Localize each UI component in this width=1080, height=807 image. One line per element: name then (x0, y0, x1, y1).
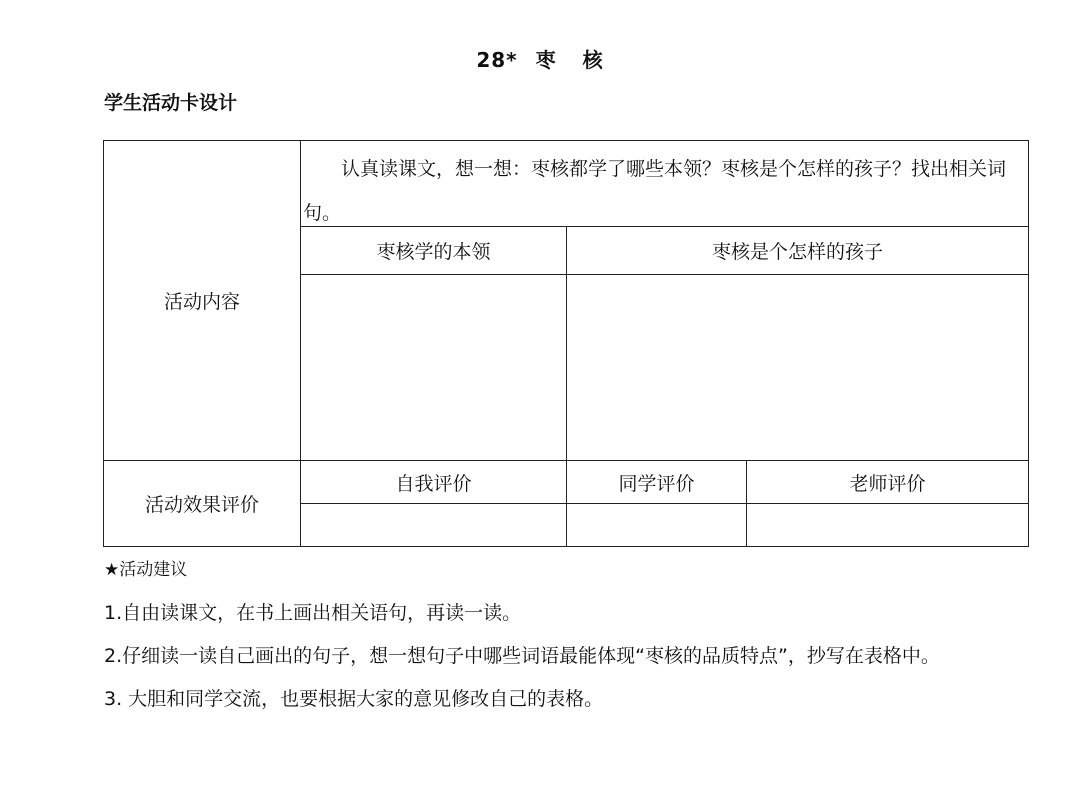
suggestions-heading: ★活动建议 (104, 560, 188, 580)
document-title (0, 44, 1080, 73)
lesson-number: 28* (476, 48, 518, 72)
activity-suggestions (104, 555, 1034, 721)
header-teacher-evaluation: 老师评价 (746, 460, 1029, 504)
activity-instruction: 认真读课文，想一想：枣核都学了哪些本领？枣核是个怎样的孩子？找出相关词句。 (300, 140, 1029, 227)
section-subtitle: 学生活动卡设计 (104, 92, 238, 114)
answer-cell-kind-of-child[interactable] (566, 274, 1029, 461)
self-evaluation-cell[interactable] (300, 503, 567, 547)
header-what-kind-of-child: 枣核是个怎样的孩子 (566, 226, 1029, 275)
suggestion-item: 3. 大胆和同学交流，也要根据大家的意见修改自己的表格。 (104, 688, 604, 710)
title-char-1: 枣 (535, 48, 557, 72)
suggestion-item: 2.仔细读一读自己画出的句子，想一想句子中哪些词语最能体现“枣核的品质特点”，抄写在表格中。 (104, 645, 940, 667)
teacher-evaluation-cell[interactable] (746, 503, 1029, 547)
answer-cell-skills[interactable] (300, 274, 567, 461)
title-char-2: 核 (582, 48, 604, 72)
header-self-evaluation: 自我评价 (300, 460, 567, 504)
row-label-activity-content: 活动内容 (103, 140, 301, 461)
row-label-evaluation: 活动效果评价 (103, 460, 301, 547)
peer-evaluation-cell[interactable] (566, 503, 747, 547)
header-skills-learned: 枣核学的本领 (300, 226, 567, 275)
header-peer-evaluation: 同学评价 (566, 460, 747, 504)
suggestion-item: 1.自由读课文，在书上画出相关语句，再读一读。 (104, 602, 522, 624)
